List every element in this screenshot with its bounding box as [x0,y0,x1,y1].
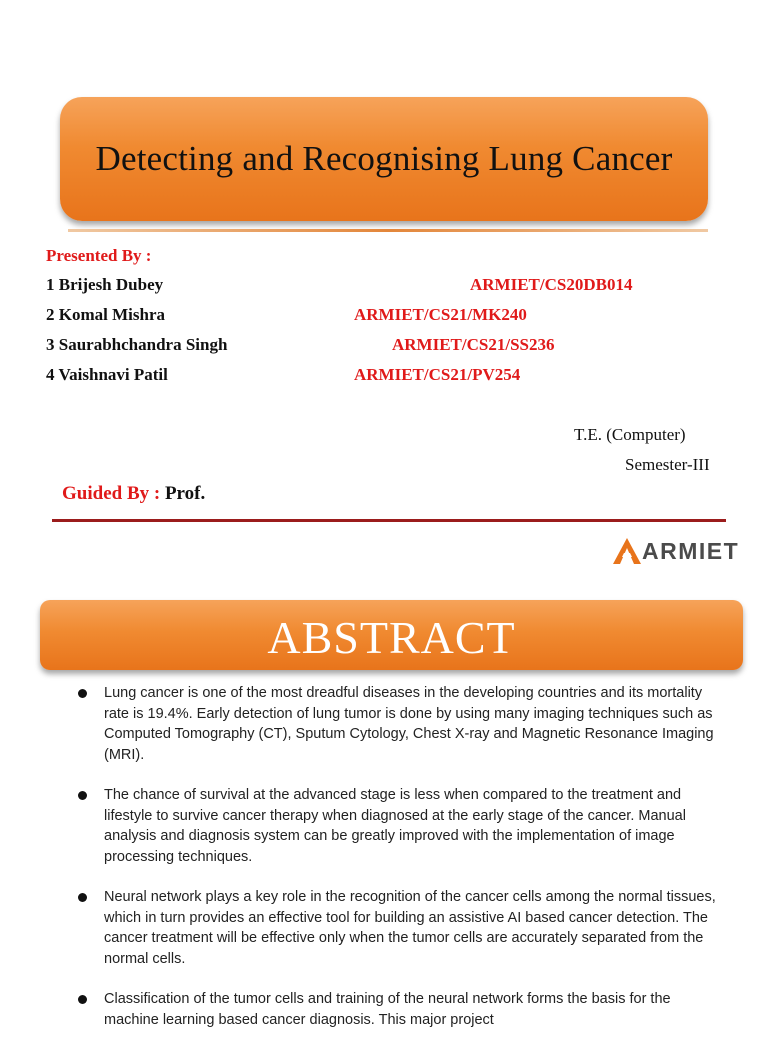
list-item [78,785,728,867]
title-underline [68,229,708,232]
presented-by-label: Presented By : [46,246,152,265]
member-name: 3 Saurabhchandra Singh [46,335,228,354]
logo-text: ARMIET [642,537,740,564]
list-item [78,887,728,969]
abstract-bullets [78,683,728,1050]
abstract-banner [40,600,743,670]
member-id: ARMIET/CS21/MK240 [354,305,527,324]
bullet-text: Classification of the tumor cells and training of the neural network forms the basis for the machine learning based cancer diagnosis. This major project [104,991,671,1028]
divider [52,519,726,522]
semester-label: Semester-III [625,455,710,474]
bullet-text: Lung cancer is one of the most dreadful diseases in the developing countries and its mortality rate is 19.4%. Early detection of lung tumor is done by using many imaging techniques such as Computed Tomography (CT), Sputum Cytology, Chest X-ray and Magnetic Resonance Imaging (MRI). [104,685,714,763]
bullet-dot-icon [78,995,87,1004]
bullet-text: The chance of survival at the advanced stage is less when compared to the treatment and lifestyle to survive cancer therapy when diagnosed at the early stage of the cancer. Manual analysis and diagnosis system can be greatly improved with the implementation of image processing techniques. [104,787,686,865]
bullet-dot-icon [78,791,87,800]
logo-a-icon [612,537,642,565]
guided-by-label: Guided By : [62,483,161,504]
member-name: 4 Vaishnavi Patil [46,365,168,384]
member-name: 2 Komal Mishra [46,305,165,324]
guided-by [62,483,205,505]
armiet-logo [612,536,739,566]
bullet-dot-icon [78,689,87,698]
member-id: ARMIET/CS20DB014 [470,275,633,294]
member-name: 1 Brijesh Dubey [46,275,164,294]
guide-name: Prof. [164,483,206,504]
title-banner [60,97,708,221]
bullet-text: Neural network plays a key role in the recognition of the cancer cells among the normal tissues, which in turn provides an effective tool for building an assistive AI based cancer detection. The cancer treatment will be effective only when the tumor cells are accurately separated from the normal cells. [104,889,716,967]
member-id: ARMIET/CS21/SS236 [392,335,555,354]
member-id: ARMIET/CS21/PV254 [354,365,521,384]
list-item [78,683,728,765]
bullet-dot-icon [78,893,87,902]
slide-title: Detecting and Recognising Lung Cancer [95,139,673,178]
course-label: T.E. (Computer) [574,425,686,444]
abstract-title: ABSTRACT [267,611,516,663]
